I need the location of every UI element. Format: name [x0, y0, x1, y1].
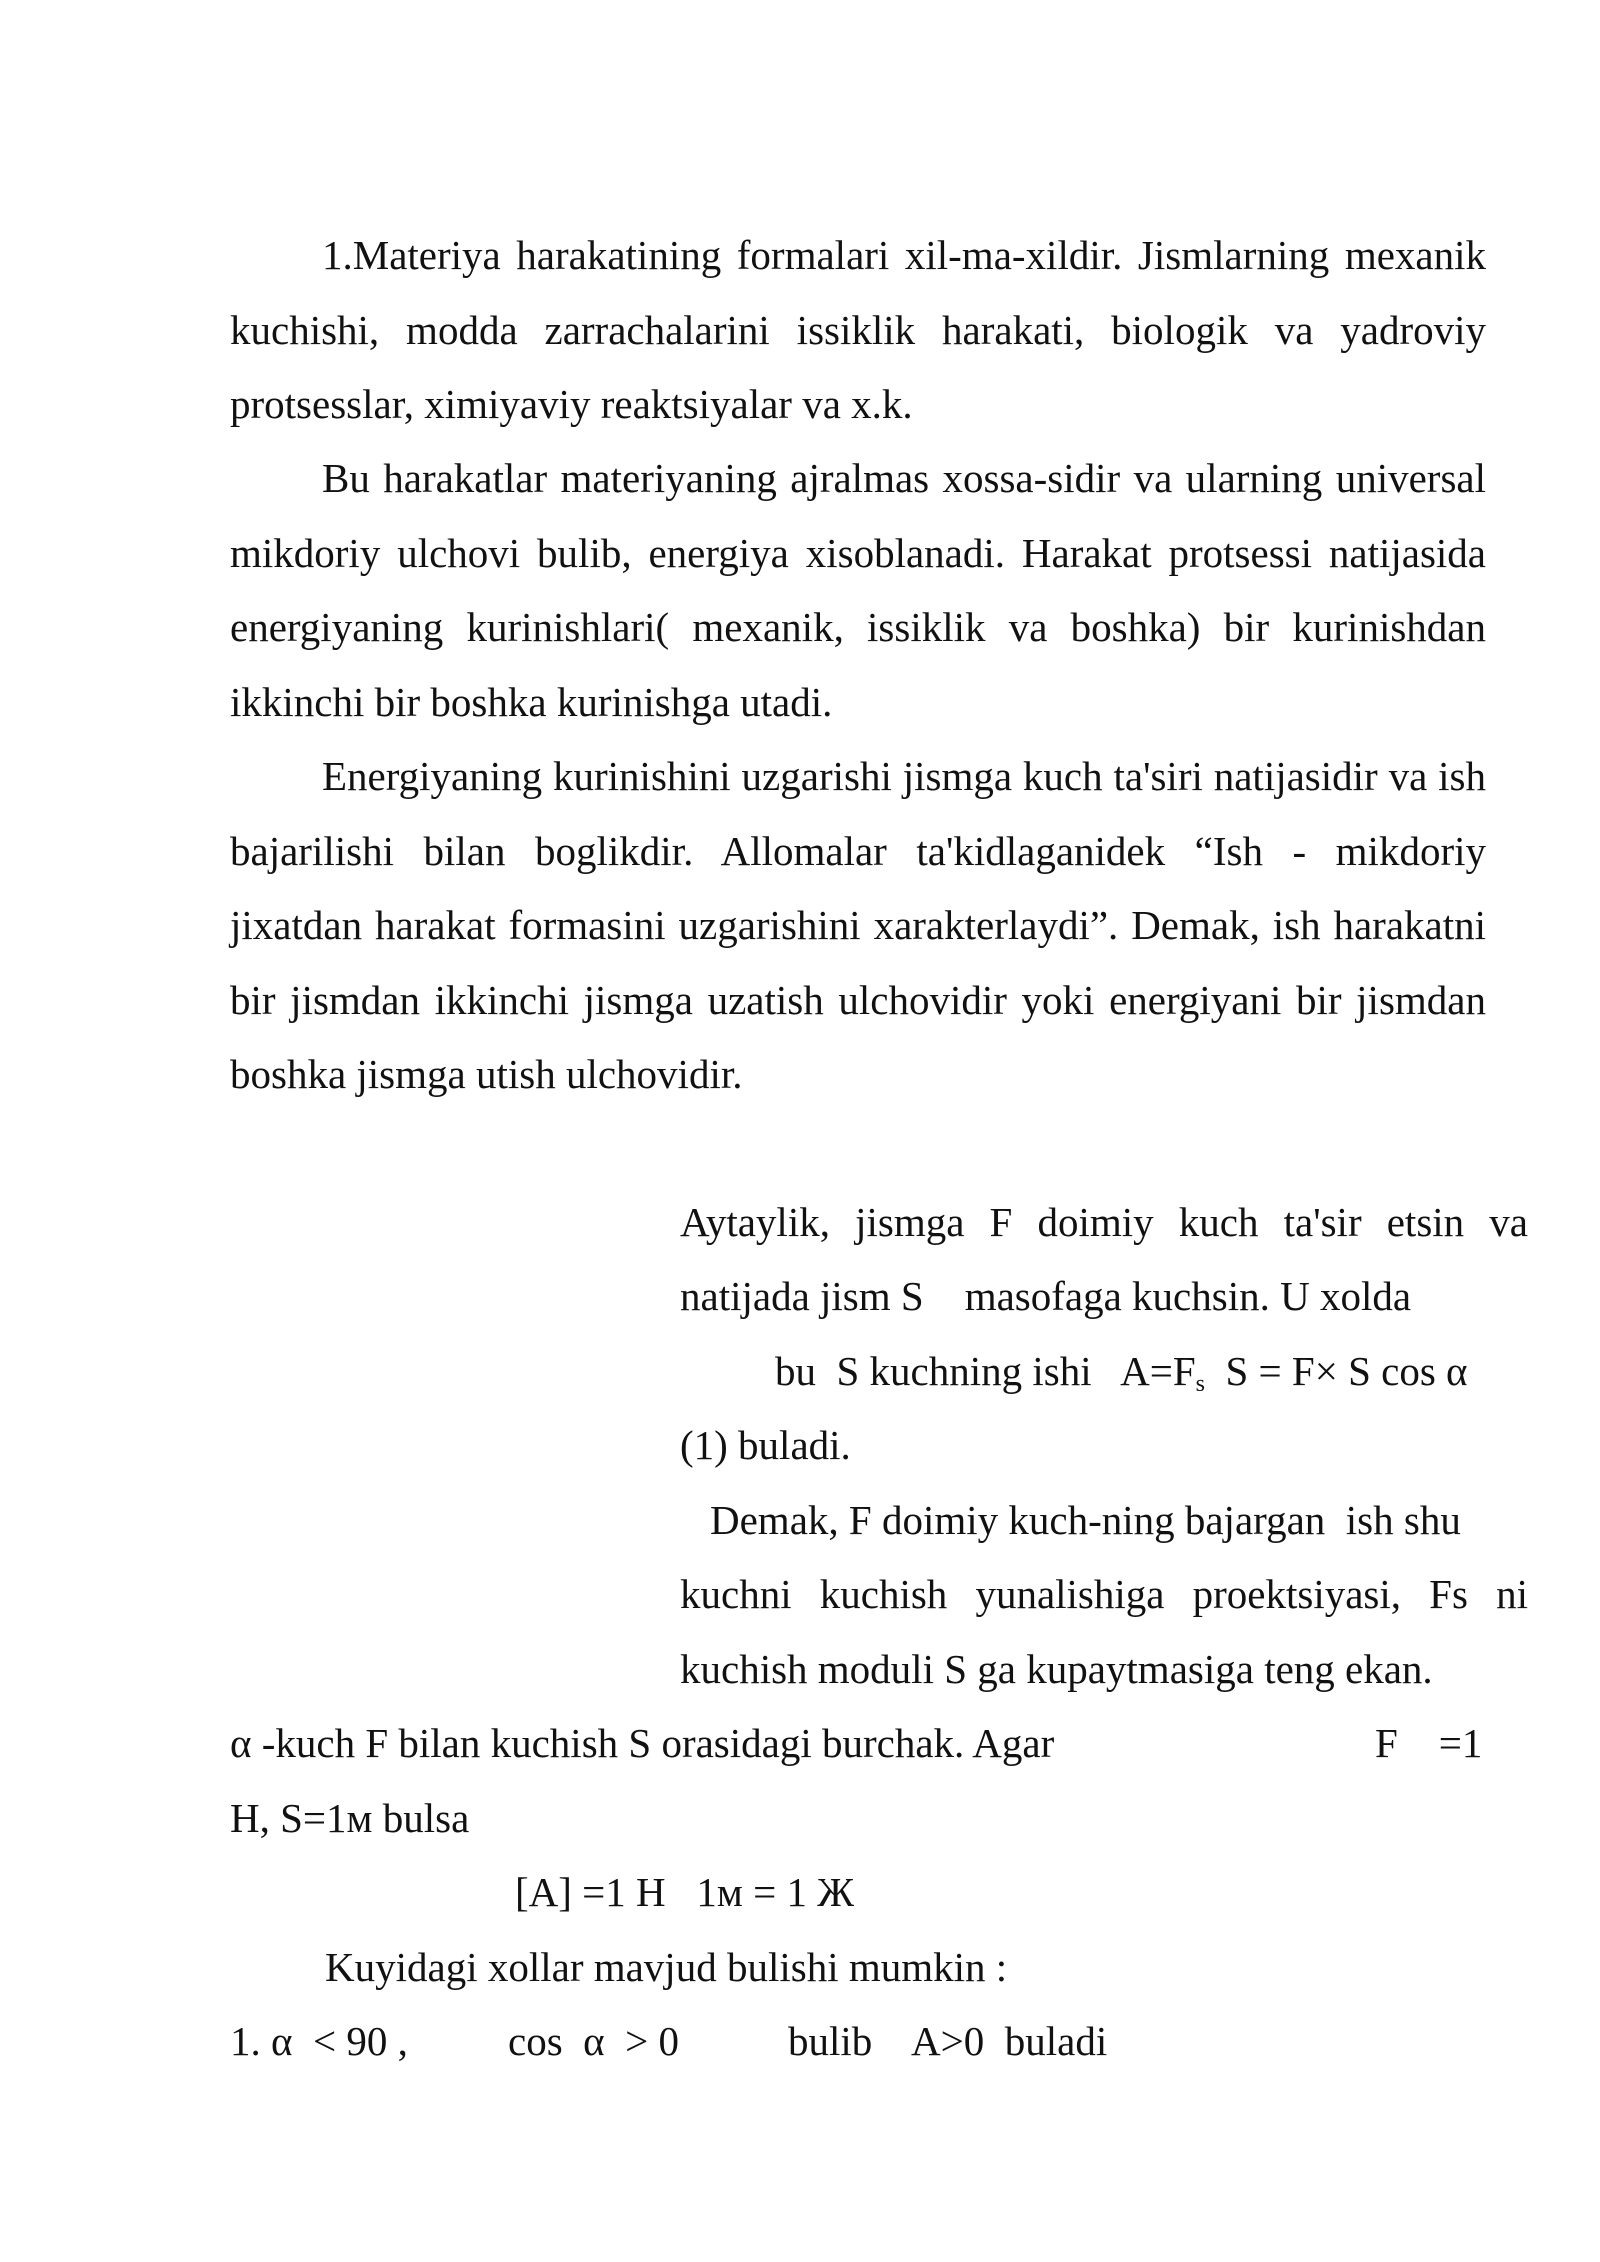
right-line-2: natijada jism S masofaga kuchsin. U xolda: [680, 1273, 1412, 1319]
right-line-3: [775, 1334, 1468, 1422]
hs-condition-line: H, S=1м bulsa: [230, 1795, 470, 1841]
right-line-6: kuchni kuchish yunalishiga proektsiyasi, Fs ni: [680, 1571, 1528, 1617]
paragraph-1: 1.Materiya harakatining formalari xil-ma-xildir. Jismlarning mexanik kuchishi, modda zarrachalarini issiklik harakati, biologik va yadroviy protsesslar, ximiyaviy reaktsiyalar va x.k.: [230, 232, 1486, 427]
work-formula-subscript: s: [1195, 1371, 1205, 1397]
force-value: F =1: [1375, 1720, 1483, 1766]
work-formula-end: S = F× S cos α: [1205, 1348, 1468, 1394]
right-line-4: (1) buladi.: [680, 1422, 851, 1468]
unit-equation: [A] =1 H 1м = 1 Ж: [515, 1869, 854, 1915]
right-line-5: Demak, F doimiy kuch-ning bajargan ish shu: [710, 1497, 1461, 1543]
work-formula-start: bu S kuchning ishi A=F: [775, 1348, 1196, 1394]
paragraph-2: Bu harakatlar materiyaning ajralmas xossa-sidir va ularning universal mikdoriy ulchovi bulib, energiya xisoblanadi. Harakat protsessi natijasida energiyaning kurinishlari( mexanik, issiklik va boshka) bir kurinishdan ikkinchi bir boshka kurinishga utadi.: [230, 455, 1486, 725]
alpha-definition-line: α -kuch F bilan kuchish S orasidagi burchak. Agar: [230, 1720, 1055, 1766]
cases-intro: Kuyidagi xollar mavjud bulishi mumkin :: [325, 1944, 1008, 1990]
right-line-7: kuchish moduli S ga kupaytmasiga teng ekan.: [680, 1646, 1433, 1692]
right-line-1: Aytaylik, jismga F doimiy kuch ta'sir etsin va: [680, 1199, 1528, 1245]
case-1-angle: 1. α < 90 ,: [230, 2018, 408, 2064]
paragraph-3: Energiyaning kurinishini uzgarishi jismga kuch ta'siri natijasidir va ish bajarilishi bilan boglikdir. Allomalar ta'kidlaganidek “Ish - mikdoriy jixatdan harakat formasini uzgarishini xarakterlaydi”. Demak, ish harakatni bir jismdan ikkinchi jismga uzatish ulchovidir yoki energiyani bir jismdan boshka jismga utish ulchovidir.: [230, 753, 1486, 1097]
case-1-cos: cos α > 0: [508, 2018, 680, 2064]
case-1-result: bulib A>0 buladi: [788, 2018, 1108, 2064]
